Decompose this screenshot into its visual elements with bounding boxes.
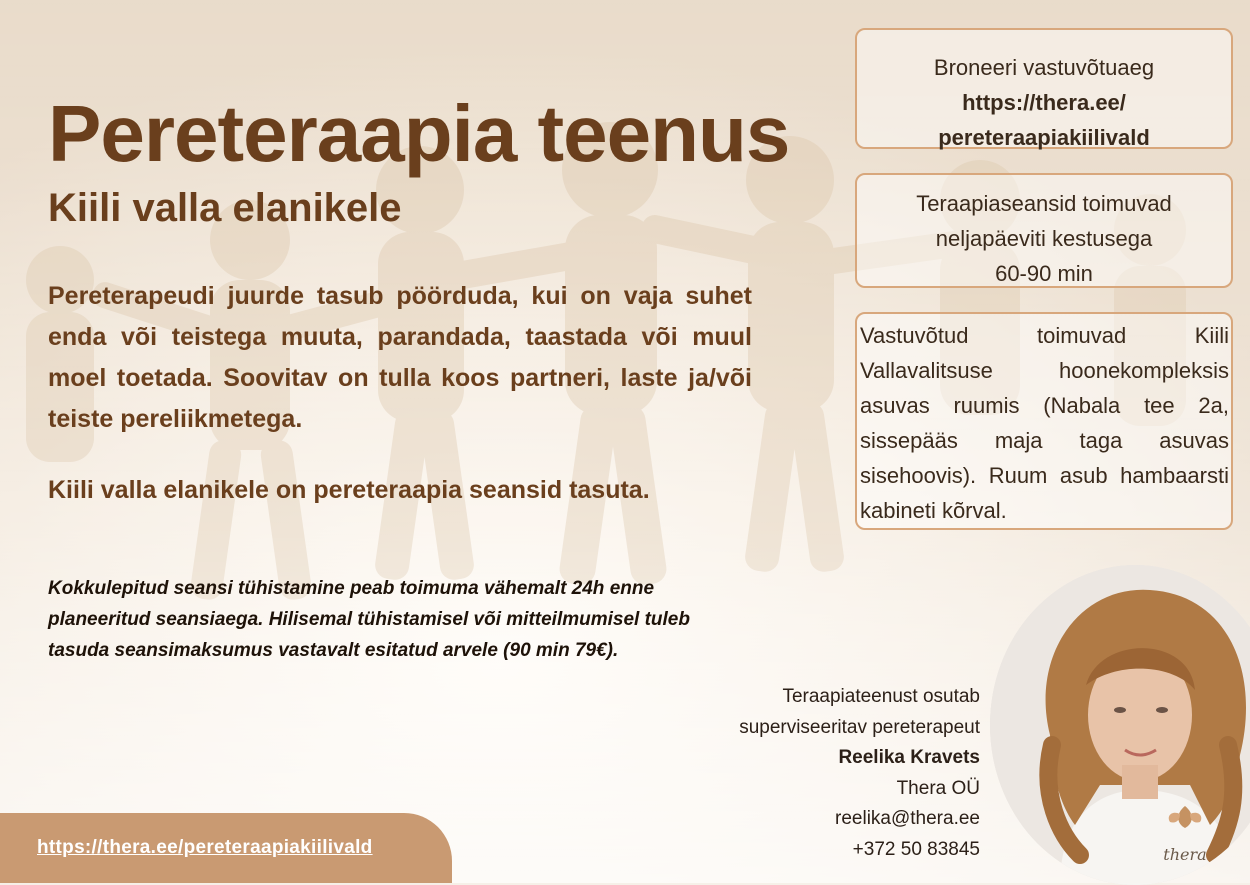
schedule-line-2: neljapäeviti kestusega [935, 226, 1153, 251]
contact-block [739, 682, 980, 865]
page-title: Pereteraapia teenus [48, 89, 790, 178]
contact-phone[interactable]: +372 50 83845 [852, 838, 980, 860]
booking-box [855, 28, 1233, 149]
footer-url-tab [0, 813, 452, 883]
location-text: Vastuvõtud toimuvad Kiili Vallavalitsuse hoonekompleksis asuvas ruumis (Nabala tee 2a, sissepääs maja taga asuvas sisehoovis). Ruum asub hambaarsti kabineti kõrval. [860, 323, 1229, 523]
schedule-duration: 60-90 min [995, 261, 1093, 286]
logo-wordmark: thera [1163, 845, 1207, 864]
location-box [855, 312, 1233, 530]
contact-email[interactable]: reelika@thera.ee [835, 808, 980, 829]
contact-line-2: superviseeritav pereterapeut [739, 716, 980, 738]
page-subtitle: Kiili valla elanikele [48, 186, 402, 230]
thera-logo [1160, 800, 1210, 880]
schedule-line-1: Teraapiaseansid toimuvad [916, 191, 1172, 216]
free-sessions-note: Kiili valla elanikele on pereteraapia seansid tasuta. [48, 476, 650, 504]
cancellation-policy: Kokkulepitud seansi tühistamine peab toimuma vähemalt 24h enne planeeritud seansiaega. Hilisemal tühistamisel või mitteilmumisel tuleb tasuda seansimaksumus vastavalt esitatud arvele (90 min 79€). [48, 578, 690, 661]
intro-paragraph: Pereterapeudi juurde tasub pöörduda, kui on vaja suhet enda või teistega muuta, parandada, taastada või muul moel toetada. Soovitav on tulla koos partneri, laste ja/või teiste pereliikmetega. [48, 282, 752, 433]
booking-label: Broneeri vastuvõtuaeg [933, 55, 1155, 80]
footer-url-link[interactable]: https://thera.ee/pereteraapiakiilivald [37, 837, 373, 858]
schedule-box [855, 173, 1233, 288]
contact-line-1: Teraapiateenust osutab [782, 686, 980, 707]
company-name: Thera OÜ [896, 777, 980, 799]
therapist-name: Reelika Kravets [838, 747, 980, 768]
booking-url[interactable]: https://thera.ee/ pereteraapiakiilivald [938, 90, 1150, 150]
